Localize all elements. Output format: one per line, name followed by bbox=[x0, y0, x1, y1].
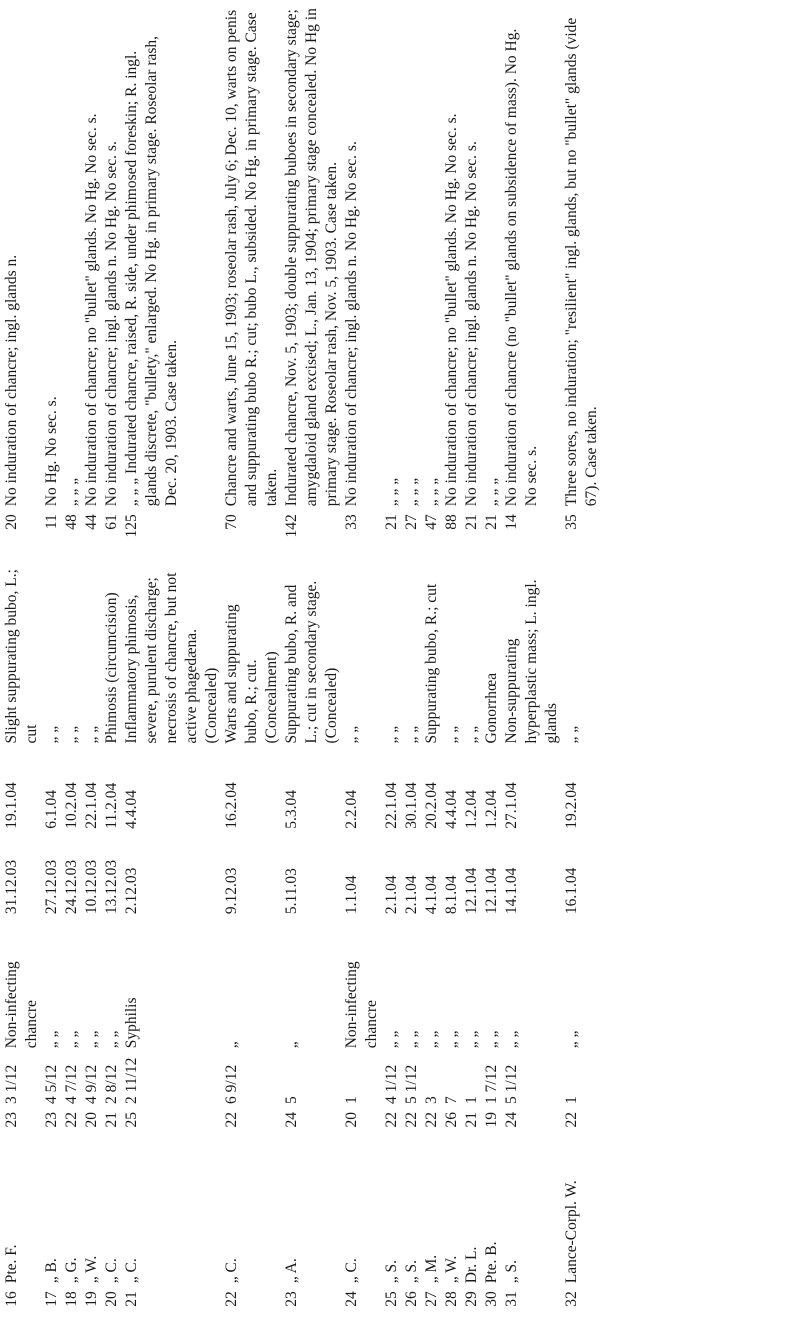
disease: „ „ bbox=[423, 1030, 440, 1049]
remarks: Indurated chancre, Nov. 5, 1903; double suppurating buboes in secondary stage; amygdaloid gland excised; L., Jan. 13, 1904; primary stage concealed. No Hg in primary stage. Roseolar rash, Nov. 5, 1903. Case taken. bbox=[283, 8, 340, 507]
service-duration: 3 1/12 bbox=[3, 1064, 20, 1104]
patient-name: „ S. bbox=[403, 1260, 420, 1284]
complication: Suppurating bubo, R. and L.; cut in secondary stage. (Concealed) bbox=[283, 580, 340, 744]
disease: „ „ bbox=[43, 1030, 60, 1049]
patient-age: 21 bbox=[103, 1111, 120, 1128]
date-admitted: 16.1.04 bbox=[563, 867, 580, 915]
patient-name: „ M. bbox=[423, 1254, 440, 1284]
remarks: Chancre and warts, June 15, 1903; roseolar rash, July 6; Dec. 10, warts on penis and suppurating bubo R.; cut; bubo L., subsided. No Hg. in primary stage. Case taken. bbox=[223, 9, 280, 507]
patient-name: „ S. bbox=[383, 1260, 400, 1284]
case-table-body bbox=[2, 3, 602, 1321]
patient-age: 20 bbox=[83, 1111, 100, 1128]
patient-age: 22 bbox=[423, 1111, 440, 1128]
disease: Syphilis bbox=[123, 997, 140, 1049]
table-row bbox=[42, 3, 62, 1321]
case-number: 24 bbox=[343, 1291, 360, 1307]
remarks: No induration of chancre; no "bullet" glands. No Hg. No sec. s. bbox=[83, 113, 100, 507]
complication: „ „ bbox=[463, 725, 480, 744]
remarks: „ „ „ bbox=[423, 477, 440, 507]
days-in-hospital: 21 bbox=[483, 514, 500, 530]
case-number: 22 bbox=[223, 1291, 240, 1307]
remarks: No induration of chancre; no "bullet" glands. No Hg. No sec. s. bbox=[443, 113, 460, 507]
date-discharged: 1.2.04 bbox=[483, 789, 500, 829]
remarks: Three sores, no induration; "resilient" ingl. glands, but no "bullet" glands (vide 67). Case taken. bbox=[563, 17, 600, 507]
complication: „ „ bbox=[403, 725, 420, 744]
days-in-hospital: 125 bbox=[123, 514, 140, 538]
patient-name: „ W. bbox=[443, 1255, 460, 1284]
service-duration: 3 bbox=[423, 1096, 440, 1104]
remarks: „ „ „ bbox=[403, 477, 420, 507]
complication: Inflammatory phimosis, severe, purulent discharge; necrosis of chancre, but not active phagedæna. (Concealed) bbox=[123, 572, 220, 744]
table-row bbox=[102, 3, 122, 1321]
disease: „ „ bbox=[463, 1030, 480, 1049]
days-in-hospital: 33 bbox=[343, 514, 360, 530]
date-admitted: 10.12.03 bbox=[83, 859, 100, 915]
service-duration: 2 11/12 bbox=[123, 1057, 140, 1104]
days-in-hospital: 35 bbox=[563, 514, 580, 530]
patient-name: Pte. B. bbox=[483, 1241, 500, 1284]
remarks: „ „ „ Indurated chancre, raised, R. side, under phimosed foreskin; R. ingl. glands discrete, "bullety," enlarged. No Hg. in primary stage. Roseolar rash, Dec. 20, 1903. Case taken. bbox=[123, 35, 180, 507]
days-in-hospital: 47 bbox=[423, 514, 440, 530]
case-number: 16 bbox=[3, 1291, 20, 1307]
date-discharged: 4.4.04 bbox=[123, 789, 140, 829]
service-duration: 1 bbox=[463, 1096, 480, 1104]
date-discharged: 2.2.04 bbox=[343, 789, 360, 829]
complication: „ „ bbox=[343, 725, 360, 744]
patient-name: „ C. bbox=[343, 1258, 360, 1284]
service-duration: 5 1/12 bbox=[503, 1064, 520, 1104]
service-duration: 4 7/12 bbox=[63, 1064, 80, 1104]
days-in-hospital: 44 bbox=[83, 514, 100, 530]
patient-age: 23 bbox=[3, 1111, 20, 1128]
remarks: „ „ „ bbox=[383, 477, 400, 507]
disease: Non-infecting chancre bbox=[343, 961, 380, 1049]
complication: „ „ bbox=[563, 725, 580, 744]
days-in-hospital: 21 bbox=[463, 514, 480, 530]
days-in-hospital: 11 bbox=[43, 514, 60, 530]
days-in-hospital: 61 bbox=[103, 514, 120, 530]
table-row bbox=[2, 3, 42, 1321]
date-admitted: 1.1.04 bbox=[343, 875, 360, 915]
complication: Warts and suppurating bubo, R.; cut. (Concealment) bbox=[223, 604, 280, 744]
date-discharged: 16.2.04 bbox=[223, 782, 240, 829]
date-admitted: 2.12.03 bbox=[123, 867, 140, 915]
remarks: No induration of chancre (no "bullet" glands on subsidence of mass). No Hg. No sec. s. bbox=[503, 28, 540, 507]
complication: „ „ bbox=[443, 725, 460, 744]
table-row bbox=[562, 3, 602, 1321]
case-number: 28 bbox=[443, 1291, 460, 1307]
service-duration: 1 bbox=[563, 1096, 580, 1104]
days-in-hospital: 21 bbox=[383, 514, 400, 530]
table-row bbox=[342, 3, 382, 1321]
date-admitted: 8.1.04 bbox=[443, 875, 460, 915]
complication: „ „ bbox=[63, 725, 80, 744]
table-row bbox=[482, 3, 502, 1321]
date-admitted: 12.1.04 bbox=[483, 867, 500, 915]
date-admitted: 31.12.03 bbox=[3, 859, 20, 915]
date-discharged: 20.2.04 bbox=[423, 782, 440, 829]
date-discharged: 27.1.04 bbox=[503, 782, 520, 829]
patient-name: „ A. bbox=[283, 1258, 300, 1284]
complication: Non-suppurating hyperplastic mass; L. ingl. glands bbox=[503, 579, 560, 744]
date-admitted: 5.11.03 bbox=[283, 868, 300, 915]
patient-age: 22 bbox=[563, 1111, 580, 1128]
disease: „ „ bbox=[403, 1030, 420, 1049]
days-in-hospital: 88 bbox=[443, 514, 460, 530]
table-row bbox=[282, 3, 342, 1321]
service-duration: 7 bbox=[443, 1096, 460, 1104]
case-number: 32 bbox=[563, 1291, 580, 1307]
case-number: 20 bbox=[103, 1291, 120, 1307]
date-discharged: 19.1.04 bbox=[3, 782, 20, 829]
disease: „ „ bbox=[103, 1030, 120, 1049]
patient-age: 19 bbox=[483, 1111, 500, 1128]
case-number: 18 bbox=[63, 1291, 80, 1307]
date-admitted: 14.1.04 bbox=[503, 867, 520, 915]
case-number: 29 bbox=[463, 1291, 480, 1307]
complication: Gonorrhœa bbox=[483, 672, 500, 744]
complication: „ „ bbox=[383, 725, 400, 744]
complication: Slight suppurating bubo, L.; cut bbox=[3, 569, 40, 744]
service-duration: 4 9/12 bbox=[83, 1064, 100, 1104]
table-row bbox=[82, 3, 102, 1321]
date-discharged: 30.1.04 bbox=[403, 782, 420, 829]
patient-age: 21 bbox=[463, 1111, 480, 1128]
case-number: 17 bbox=[43, 1291, 60, 1307]
service-duration: 5 1/12 bbox=[403, 1064, 420, 1104]
complication: „ „ bbox=[43, 725, 60, 744]
service-duration: 6 9/12 bbox=[223, 1064, 240, 1104]
date-discharged: 19.2.04 bbox=[563, 782, 580, 829]
table-row bbox=[402, 3, 422, 1321]
service-duration: 1 bbox=[343, 1096, 360, 1104]
disease: „ „ bbox=[443, 1030, 460, 1049]
service-duration: 2 8/12 bbox=[103, 1064, 120, 1104]
disease: „ „ bbox=[503, 1030, 520, 1049]
remarks: No induration of chancre; ingl. glands n. No Hg. No sec. s. bbox=[343, 141, 360, 507]
date-discharged: 5.3.04 bbox=[283, 789, 300, 829]
remarks: No induration of chancre; ingl. glands n. bbox=[3, 254, 20, 507]
complication: „ „ bbox=[83, 725, 100, 744]
case-table bbox=[2, 3, 602, 1321]
service-duration: 5 bbox=[283, 1096, 300, 1104]
remarks: No induration of chancre; ingl. glands n. No Hg. No sec. s. bbox=[103, 141, 120, 507]
patient-name: Dr. L. bbox=[463, 1246, 480, 1284]
case-number: 23 bbox=[283, 1291, 300, 1307]
disease: „ „ bbox=[483, 1030, 500, 1049]
date-discharged: 22.1.04 bbox=[83, 782, 100, 829]
case-number: 25 bbox=[383, 1291, 400, 1307]
remarks: No Hg. No sec. s. bbox=[43, 396, 60, 507]
date-discharged: 11.2.04 bbox=[103, 782, 120, 829]
patient-age: 23 bbox=[43, 1111, 60, 1128]
case-number: 31 bbox=[503, 1291, 520, 1307]
patient-name: „ C. bbox=[123, 1258, 140, 1284]
days-in-hospital: 20 bbox=[3, 514, 20, 530]
patient-name: „ G. bbox=[63, 1257, 80, 1284]
days-in-hospital: 142 bbox=[283, 514, 300, 538]
table-row bbox=[62, 3, 82, 1321]
patient-age: 22 bbox=[223, 1111, 240, 1128]
date-admitted: 12.1.04 bbox=[463, 867, 480, 915]
patient-name: Lance-Corpl. W. bbox=[563, 1180, 580, 1284]
table-row bbox=[502, 3, 562, 1321]
days-in-hospital: 48 bbox=[63, 514, 80, 530]
disease: „ „ bbox=[83, 1030, 100, 1049]
table-row bbox=[222, 3, 282, 1321]
service-duration: 1 7/12 bbox=[483, 1064, 500, 1104]
table-row bbox=[382, 3, 402, 1321]
remarks: „ „ „ bbox=[483, 477, 500, 507]
table-row bbox=[442, 3, 462, 1321]
remarks: „ „ „ bbox=[63, 477, 80, 507]
patient-age: 22 bbox=[403, 1111, 420, 1128]
service-duration: 4 1/12 bbox=[383, 1064, 400, 1104]
patient-age: 25 bbox=[123, 1111, 140, 1128]
disease: „ „ bbox=[383, 1030, 400, 1049]
days-in-hospital: 27 bbox=[403, 514, 420, 530]
patient-age: 20 bbox=[343, 1111, 360, 1128]
date-discharged: 22.1.04 bbox=[383, 782, 400, 829]
days-in-hospital: 70 bbox=[223, 514, 240, 530]
patient-age: 24 bbox=[283, 1111, 300, 1128]
complication: Phimosis (circumcision) bbox=[103, 592, 120, 744]
case-number: 27 bbox=[423, 1291, 440, 1307]
patient-age: 26 bbox=[443, 1111, 460, 1128]
table-row bbox=[122, 3, 222, 1321]
disease: „ „ bbox=[63, 1030, 80, 1049]
date-discharged: 1.2.04 bbox=[463, 789, 480, 829]
date-admitted: 4.1.04 bbox=[423, 875, 440, 915]
disease: „ bbox=[223, 1041, 240, 1049]
date-admitted: 13.12.03 bbox=[103, 859, 120, 915]
table-row bbox=[462, 3, 482, 1321]
disease: „ bbox=[283, 1041, 300, 1049]
complication: Suppurating bubo, R.; cut bbox=[423, 583, 440, 744]
date-discharged: 10.2.04 bbox=[63, 782, 80, 829]
case-number: 21 bbox=[123, 1291, 140, 1307]
patient-age: 22 bbox=[63, 1111, 80, 1128]
disease: „ „ bbox=[563, 1030, 580, 1049]
disease: Non-infecting chancre bbox=[3, 961, 40, 1049]
patient-name: „ S. bbox=[503, 1260, 520, 1284]
patient-age: 22 bbox=[383, 1111, 400, 1128]
case-number: 19 bbox=[83, 1291, 100, 1307]
date-admitted: 9.12.03 bbox=[223, 867, 240, 915]
date-admitted: 27.12.03 bbox=[43, 859, 60, 915]
patient-name: „ W. bbox=[83, 1255, 100, 1284]
days-in-hospital: 14 bbox=[503, 514, 520, 530]
patient-name: „ B. bbox=[43, 1258, 60, 1284]
date-discharged: 6.1.04 bbox=[43, 789, 60, 829]
date-admitted: 24.12.03 bbox=[63, 859, 80, 915]
date-discharged: 4.4.04 bbox=[443, 789, 460, 829]
patient-name: Pte. F. bbox=[3, 1244, 20, 1284]
case-number: 26 bbox=[403, 1291, 420, 1307]
remarks: No induration of chancre; ingl. glands n. No Hg. No sec. s. bbox=[463, 141, 480, 507]
patient-name: „ C. bbox=[223, 1258, 240, 1284]
service-duration: 4 5/12 bbox=[43, 1064, 60, 1104]
date-admitted: 2.1.04 bbox=[383, 875, 400, 915]
patient-name: „ C. bbox=[103, 1258, 120, 1284]
case-number: 30 bbox=[483, 1291, 500, 1307]
table-row bbox=[422, 3, 442, 1321]
patient-age: 24 bbox=[503, 1111, 520, 1128]
date-admitted: 2.1.04 bbox=[403, 875, 420, 915]
